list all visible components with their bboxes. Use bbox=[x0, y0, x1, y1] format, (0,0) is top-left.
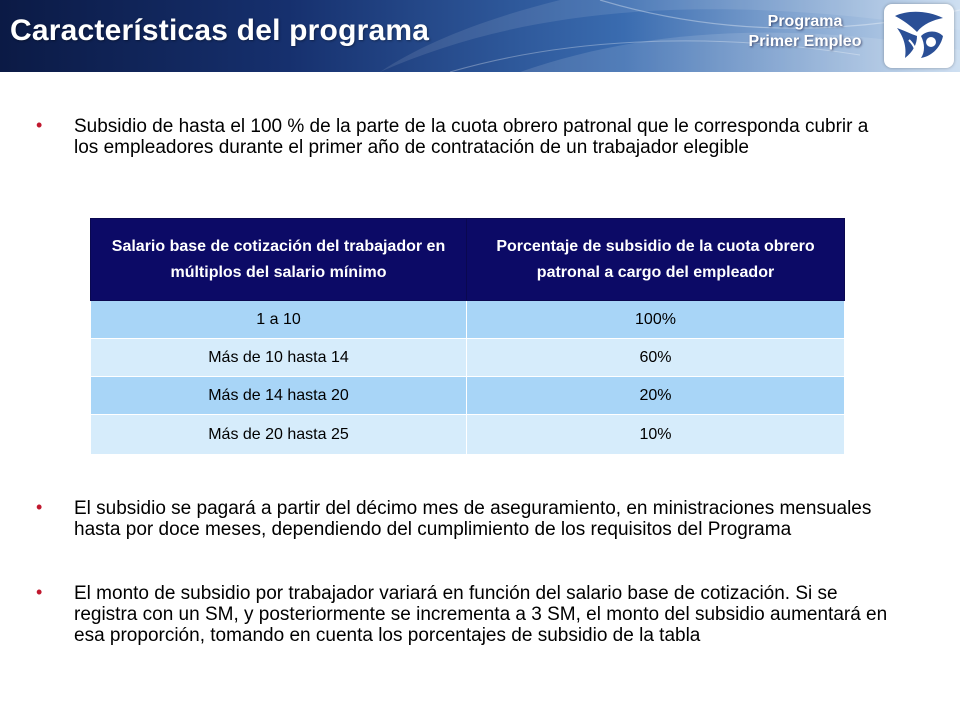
percentage-cell: 100% bbox=[467, 301, 845, 339]
bullet-text: El monto de subsidio por trabajador variará en función del salario base de cotización. Si se registra con un SM, y posteriormente se incrementa a 3 SM, el monto del subsidio aumentará en esa proporción, tomando en cuenta los porcentajes de subsidio de la tabla bbox=[74, 583, 888, 646]
table-row bbox=[91, 415, 845, 455]
program-name-line1: Programa bbox=[767, 13, 843, 30]
table-row bbox=[91, 377, 845, 415]
column-header-percentage: Porcentaje de subsidio de la cuota obrero patronal a cargo del empleador bbox=[467, 219, 845, 301]
bullet-text: El subsidio se pagará a partir del décimo mes de aseguramiento, en ministraciones mensuales hasta por doce meses, dependiendo del cumplimiento de los requisitos del Programa bbox=[74, 498, 872, 540]
salary-cell: Más de 14 hasta 20 bbox=[91, 377, 467, 415]
salary-cell: Más de 10 hasta 14 bbox=[91, 339, 467, 377]
page-title: Características del programa bbox=[10, 14, 430, 47]
percentage-cell: 60% bbox=[467, 339, 845, 377]
table-row bbox=[91, 339, 845, 377]
header-banner bbox=[0, 0, 960, 72]
subsidy-table bbox=[90, 218, 845, 455]
bullet-marker: • bbox=[36, 115, 43, 135]
eagle-emblem-icon bbox=[887, 6, 951, 66]
program-name-line2: Primer Empleo bbox=[748, 33, 862, 50]
table-row bbox=[91, 301, 845, 339]
table-header-row bbox=[91, 219, 845, 301]
bullet-marker: • bbox=[36, 582, 43, 602]
program-name bbox=[730, 12, 880, 52]
imss-logo-icon bbox=[884, 4, 954, 68]
bullet-marker: • bbox=[36, 497, 43, 517]
percentage-cell: 20% bbox=[467, 377, 845, 415]
percentage-cell: 10% bbox=[467, 415, 845, 455]
salary-cell: Más de 20 hasta 25 bbox=[91, 415, 467, 455]
bullet-text: Subsidio de hasta el 100 % de la parte de la cuota obrero patronal que le corresponda cubrir a los empleadores durante el primer año de contratación de un trabajador elegible bbox=[74, 116, 869, 158]
salary-cell: 1 a 10 bbox=[91, 301, 467, 339]
column-header-salary: Salario base de cotización del trabajador en múltiplos del salario mínimo bbox=[91, 219, 467, 301]
